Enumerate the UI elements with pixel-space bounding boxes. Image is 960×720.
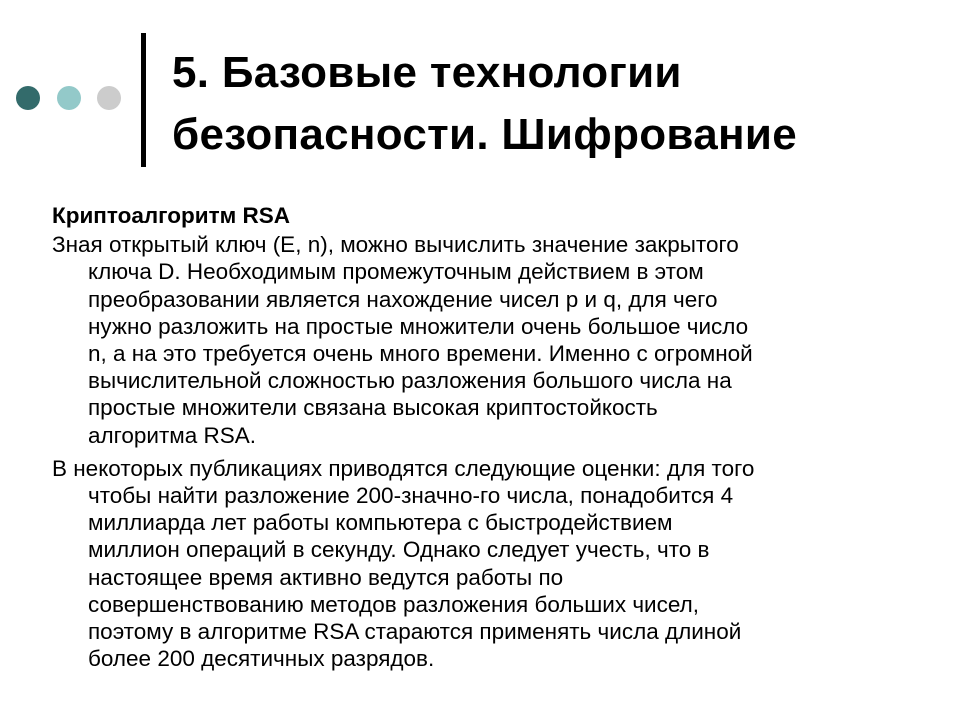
paragraph-line: вычислительной сложностью разложения большого числа на xyxy=(88,368,732,394)
slide-body xyxy=(52,202,754,678)
paragraph-line: Зная открытый ключ (E, n), можно вычислить значение закрытого xyxy=(52,232,739,258)
paragraph-line: n, а на это требуется очень много времени. Именно с огромной xyxy=(88,341,753,367)
paragraph-line: совершенствованию методов разложения больших чисел, xyxy=(88,591,700,617)
paragraph-line: простые множители связана высокая криптостойкость xyxy=(88,395,658,421)
decor-dot-gray xyxy=(97,86,121,110)
paragraph-line: более 200 десятичных разрядов. xyxy=(88,646,435,672)
paragraph-line: миллиарда лет работы компьютера с быстродействием xyxy=(88,510,673,536)
paragraph-line: алгоритма RSA. xyxy=(88,422,257,448)
paragraph xyxy=(52,455,754,673)
title-divider xyxy=(141,33,146,167)
paragraph-line: поэтому в алгоритме RSA стараются применять числа длиной xyxy=(88,619,742,645)
paragraph-line: преобразовании является нахождение чисел p и q, для чего xyxy=(88,286,718,312)
decor-dot-dark xyxy=(16,86,40,110)
paragraph-line: чтобы найти разложение 200-значно-го числа, понадобится 4 xyxy=(88,483,734,509)
paragraph-line: миллион операций в секунду. Однако следует учесть, что в xyxy=(88,537,710,563)
decor-dot-light xyxy=(57,86,81,110)
section-heading: Криптоалгоритм RSA xyxy=(52,203,290,228)
paragraph-line: ключа D. Необходимым промежуточным действием в этом xyxy=(88,259,704,285)
title-line: безопасности. Шифрование xyxy=(172,110,797,159)
title-line: 5. Базовые технологии xyxy=(172,48,682,97)
paragraph-line: настоящее время активно ведутся работы по xyxy=(88,564,564,590)
slide-title xyxy=(172,42,797,166)
paragraph-line: нужно разложить на простые множители очень большое число xyxy=(88,313,749,339)
paragraph xyxy=(52,231,754,449)
paragraph-line: В некоторых публикациях приводятся следующие оценки: для того xyxy=(52,455,755,481)
